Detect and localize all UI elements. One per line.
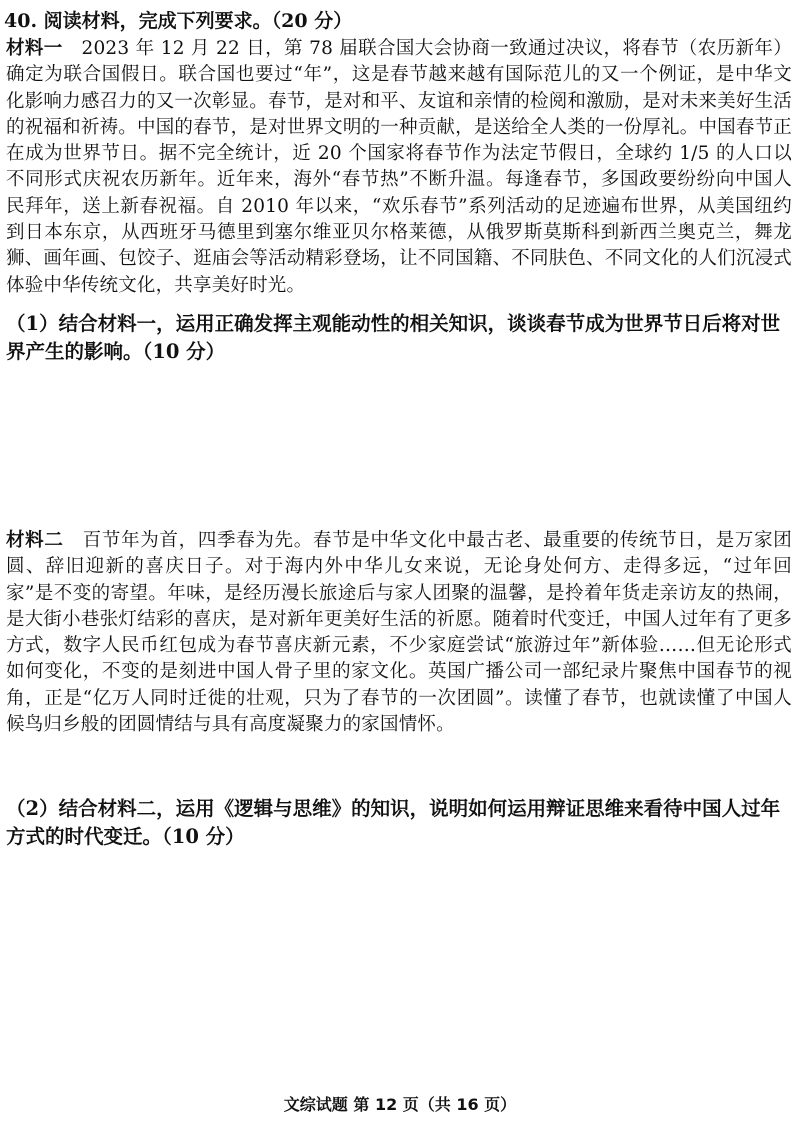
material-one-label: 材料一 xyxy=(6,38,63,59)
sub-question-one: （1）结合材料一，运用正确发挥主观能动性的相关知识，谈谈春节成为世界节日后将对世界产生的影响。（10 分） xyxy=(6,312,781,363)
page-footer: 文综试题 第 12 页（共 16 页） xyxy=(283,1095,517,1114)
material-two-label: 材料二 xyxy=(6,530,64,551)
material-one xyxy=(6,36,792,299)
material-two-text: 百节年为首，四季春为先。春节是中华文化中最古老、最重要的传统节日，是万家团圆、辞旧迎新的喜庆日子。对于海内外中华儿女来说，无论身处何方、走得多远，“过年回家”是不变的寄望。年味，是经历漫长旅途后与家人团聚的温馨，是拎着年货走亲访友的热闹，是大街小巷张灯结彩的喜庆，是对新年更美好生活的祈愿。随着时代变迁，中国人过年有了更多方式，数字人民币红包成为春节喜庆新元素，不少家庭尝试“旅游过年”新体验……但无论形式如何变化，不变的是刻进中国人骨子里的家文化。英国广播公司一部纪录片聚焦中国春节的视角，正是“亿万人同时迁徙的壮观，只为了春节的一次团圆”。读懂了春节，也就读懂了中国人候鸟归乡般的团圆情结与具有高度凝聚力的家国情怀。 xyxy=(6,530,792,736)
material-two xyxy=(6,528,792,738)
question-header: 40. 阅读材料，完成下列要求。（20 分） xyxy=(4,10,353,32)
material-one-text: 2023 年 12 月 22 日，第 78 届联合国大会协商一致通过决议，将春节（农历新年）确定为联合国假日。联合国也要过“年”，这是春节越来越有国际范儿的又一个例证，是中华文化影响力感召力的又一次彰显。春节，是对和平、友谊和亲情的检阅和激励，是对未来美好生活的祝福和祈祷。中国的春节，是对世界文明的一种贡献，是送给全人类的一份厚礼。中国春节正在成为世界节日。据不完全统计，近 20 个国家将春节作为法定节假日，全球约 1/5 的人口以不同形式庆祝农历新年。近年来，海外“春节热”不断升温。每逢春节，多国政要纷纷向中国人民拜年，送上新春祝福。自 2010 年以来，“欢乐春节”系列活动的足迹遍布世界，从美国纽约到日本东京，从西班牙马德里到塞尔维亚贝尔格莱德，从俄罗斯莫斯科到新西兰奥克兰，舞龙狮、画年画、包饺子、逛庙会等活动精彩登场，让不同国籍、不同肤色、不同文化的人们沉浸式体验中华传统文化，共享美好时光。 xyxy=(6,38,792,296)
sub-question-two: （2）结合材料二，运用《逻辑与思维》的知识，说明如何运用辩证思维来看待中国人过年方式的时代变迁。（10 分） xyxy=(6,797,781,848)
